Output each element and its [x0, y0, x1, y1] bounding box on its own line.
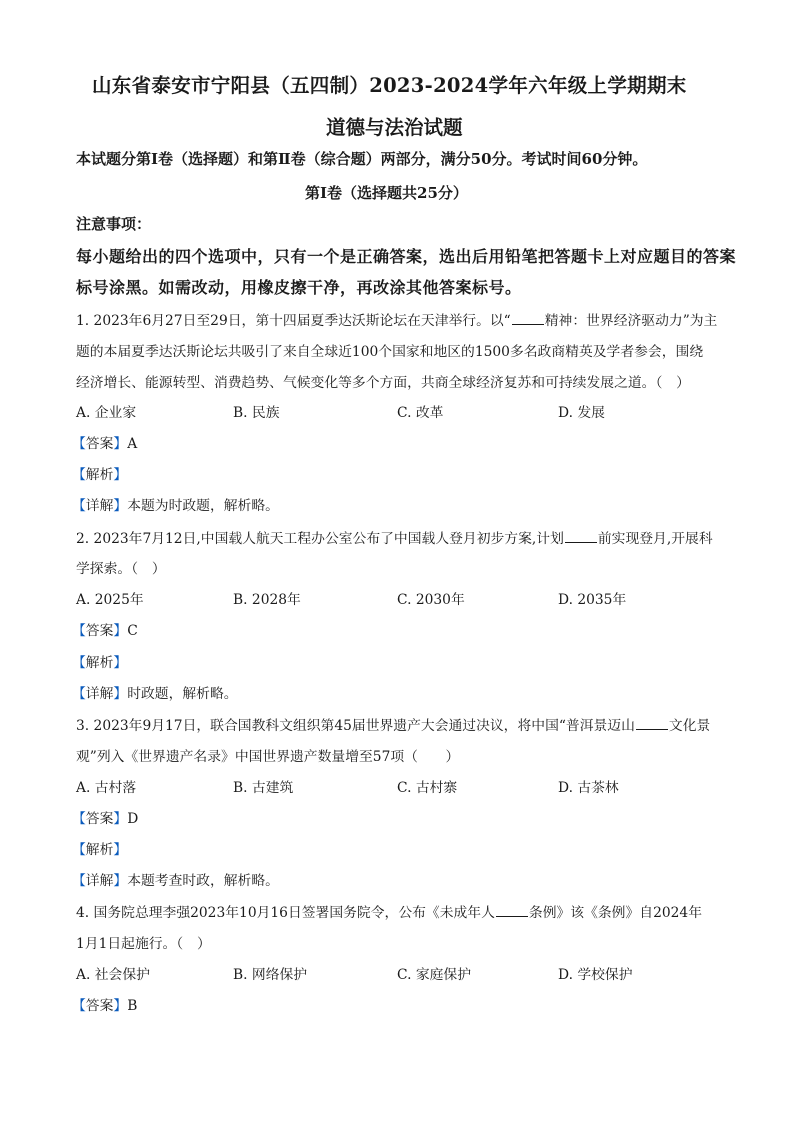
- q1-answer: 【答案】A: [72, 436, 138, 452]
- q4-answer: 【答案】B: [72, 998, 138, 1014]
- q2-blank: [565, 530, 597, 543]
- q2-answer: 【答案】C: [72, 623, 138, 639]
- q4-option-b: B. 网络保护: [233, 967, 308, 983]
- q3-answer: 【答案】D: [72, 811, 139, 827]
- q1-stem-line-2: 题的本届夏季达沃斯论坛共吸引了来自全球近100个国家和地区的1500多名政商精英及学者参会，围绕: [76, 344, 704, 360]
- q2-stem-line-1: 2. 2023年7月12日,中国载人航天工程办公室公布了中国载人登月初步方案,计划 前实现登月,开展科: [76, 531, 713, 547]
- q3-option-c: C. 古村寨: [397, 780, 458, 796]
- q3-stem-line-1: 3. 2023年9月17日，联合国教科文组织第45届世界遗产大会通过决议，将中国“普洱景迈山 文化景: [76, 718, 711, 734]
- section-title: 第Ⅰ卷（选择题共25分）: [305, 184, 468, 202]
- q4-option-a: A. 社会保护: [76, 967, 150, 983]
- q4-option-d: D. 学校保护: [558, 967, 633, 983]
- q4-option-c: C. 家庭保护: [397, 967, 472, 983]
- q2-stem-line-2: 学探索。（ ）: [76, 561, 166, 577]
- exam-title: 山东省泰安市宁阳县（五四制）2023-2024学年六年级上学期期末: [92, 74, 687, 97]
- q2-option-d: D. 2035年: [558, 592, 627, 608]
- notice-label: 注意事项：: [76, 215, 152, 233]
- exam-intro: 本试题分第Ⅰ卷（选择题）和第Ⅱ卷（综合题）两部分，满分50分。考试时间60分钟。: [76, 150, 648, 168]
- q3-option-d: D. 古茶林: [558, 780, 619, 796]
- q1-blank: [512, 312, 544, 325]
- q2-analysis-label: 【解析】: [72, 655, 128, 671]
- q3-analysis-label: 【解析】: [72, 842, 128, 858]
- notice-line-2: 标号涂黑。如需改动，用橡皮擦干净，再改涂其他答案标号。: [76, 278, 522, 297]
- q1-analysis-label: 【解析】: [72, 467, 128, 483]
- q4-stem-line-2: 1月1日起施行。（ ）: [76, 936, 211, 952]
- q2-option-c: C. 2030年: [397, 592, 465, 608]
- q3-stem-line-2: 观”列入《世界遗产名录》中国世界遗产数量增至57项（ ）: [76, 749, 460, 765]
- q3-option-b: B. 古建筑: [233, 780, 294, 796]
- q4-blank: [496, 904, 528, 917]
- q1-option-c: C. 改革: [397, 405, 444, 421]
- q1-option-a: A. 企业家: [76, 405, 137, 421]
- q1-detail: 【详解】本题为时政题，解析略。: [72, 498, 279, 514]
- q2-option-b: B. 2028年: [233, 592, 301, 608]
- notice-line-1: 每小题给出的四个选项中，只有一个是正确答案，选出后用铅笔把答题卡上对应题目的答案: [76, 247, 737, 266]
- q3-blank: [636, 717, 668, 730]
- q1-stem-line-1: 1. 2023年6月27日至29日，第十四届夏季达沃斯论坛在天津举行。以“ 精神：世界经济驱动力”为主: [76, 313, 718, 329]
- q1-stem-line-3: 经济增长、能源转型、消费趋势、气候变化等多个方面，共商全球经济复苏和可持续发展之道。（ ）: [76, 375, 690, 391]
- q3-detail: 【详解】本题考查时政，解析略。: [72, 873, 279, 889]
- exam-subtitle: 道德与法治试题: [326, 116, 463, 139]
- q2-detail: 【详解】时政题，解析略。: [72, 686, 238, 702]
- q2-option-a: A. 2025年: [76, 592, 144, 608]
- q1-option-d: D. 发展: [558, 405, 605, 421]
- q1-option-b: B. 民族: [233, 405, 280, 421]
- q4-stem-line-1: 4. 国务院总理李强2023年10月16日签署国务院令，公布《未成年人 条例》该《条例》自2024年: [76, 905, 702, 921]
- q3-option-a: A. 古村落: [76, 780, 137, 796]
